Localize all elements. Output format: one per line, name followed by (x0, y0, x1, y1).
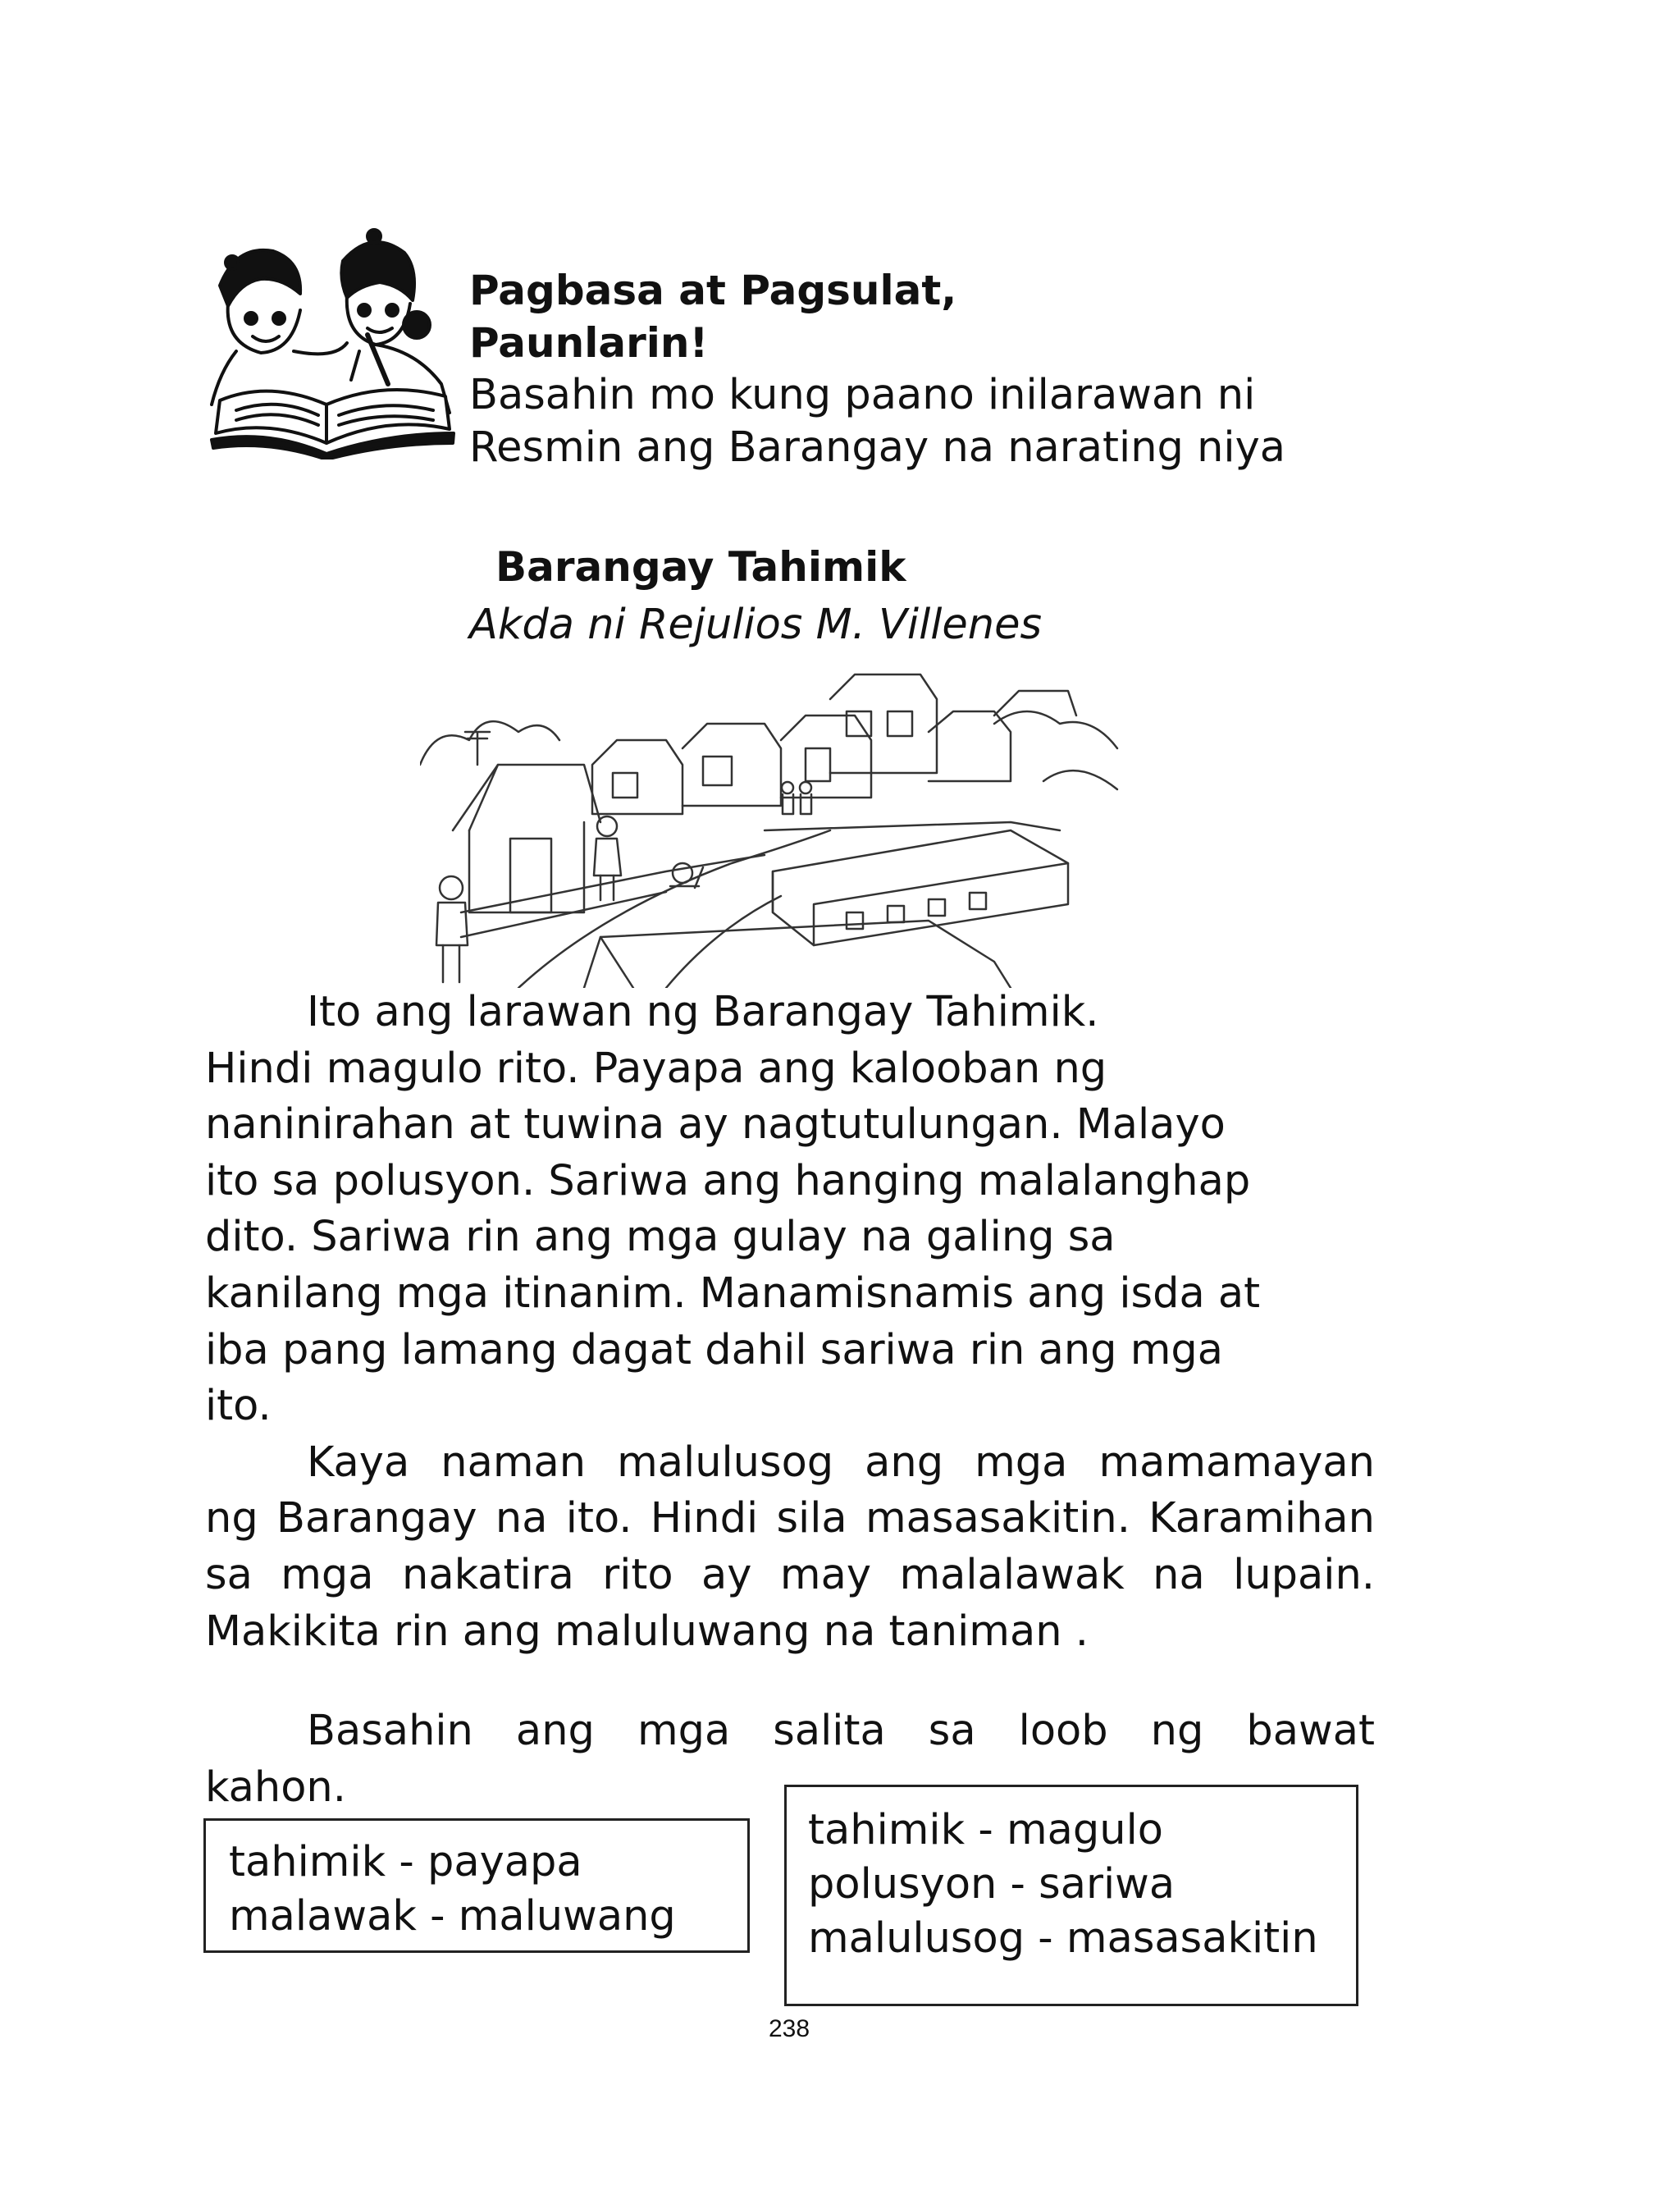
story-paragraph-2 (205, 1435, 1375, 1660)
paragraph-line: naninirahan at tuwina ay nagtutulungan. Malayo (205, 1100, 1226, 1150)
paragraph-line: Ito ang larawan ng Barangay Tahimik. (307, 988, 1099, 1036)
barangay-scene-illustration (420, 666, 1119, 988)
word-pair: malulusog - masasakitin (808, 1914, 1318, 1963)
paragraph-line: kanilang mga itinanim. Manamisnamis ang isda at (205, 1269, 1261, 1318)
paragraph-line: ng Barangay na ito. Hindi sila masasakitin. Karamihan (205, 1494, 1375, 1543)
paragraph-line: ito. (205, 1382, 272, 1431)
story-body (205, 985, 1375, 1660)
children-reading-illustration (203, 228, 459, 459)
word-box-antonyms (784, 1785, 1358, 2006)
word-pair: tahimik - magulo (808, 1806, 1163, 1854)
word-pair: tahimik - payapa (229, 1838, 582, 1886)
paragraph-line: ito sa polusyon. Sariwa ang hanging malalanghap (205, 1156, 1251, 1205)
paragraph-line: dito. Sariwa rin ang mga gulay na galing sa (205, 1213, 1116, 1262)
paragraph-line: Kaya naman malulusog ang mga mamamayan (307, 1438, 1375, 1487)
instruction-line2: Resmin ang Barangay na narating niya (469, 423, 1286, 472)
paragraph-line: sa mga nakatira rito ay may malalawak na lupain. (205, 1550, 1375, 1599)
paragraph-line: Hindi magulo rito. Payapa ang kalooban ng (205, 1044, 1107, 1093)
exercise-instruction-line2: kahon. (205, 1763, 346, 1812)
section-heading-line2: Paunlarin! (469, 319, 709, 367)
section-heading-line1: Pagbasa at Pagsulat, (469, 267, 957, 314)
word-pair: polusyon - sariwa (808, 1860, 1176, 1909)
story-author: Akda ni Rejulios M. Villenes (469, 601, 1043, 649)
instruction-line1: Basahin mo kung paano inilarawan ni (469, 371, 1256, 419)
story-paragraph-1 (205, 985, 1375, 1435)
page-number: 238 (768, 2015, 810, 2042)
exercise-instruction-line1: Basahin ang mga salita sa loob ng bawat (307, 1707, 1375, 1755)
section-heading (469, 264, 1285, 474)
paragraph-line: iba pang lamang dagat dahil sariwa rin ang mga (205, 1325, 1224, 1374)
word-box-synonyms (203, 1818, 750, 1953)
story-title: Barangay Tahimik (495, 543, 906, 591)
paragraph-line: Makikita rin ang maluluwang na taniman . (205, 1607, 1089, 1656)
word-pair: malawak - maluwang (229, 1892, 676, 1941)
